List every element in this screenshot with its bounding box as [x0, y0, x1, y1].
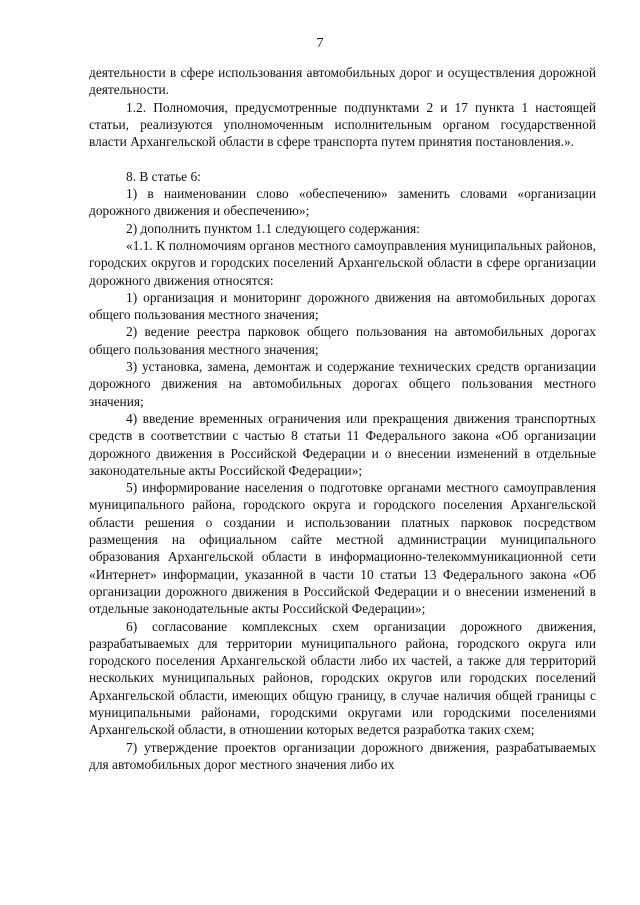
document-body: [89, 64, 596, 773]
paragraph-continuation: деятельности в сфере использования автомобильных дорог и осуществления дорожной деятельности.: [89, 65, 596, 98]
page-number: 7: [316, 36, 324, 51]
paragraph-subitem-6: 6) согласование комплексных схем организации дорожного движения, разрабатываемых для территории муниципального района, городского округа или городского поселения Архангельской области либо их частей, а также для территорий нескольких муниципальных районов, городских округов или городских поселений Архангельской области, имеющих общую границу, в случае наличия общей границы с муниципальными районами, городскими округами или городскими поселениями Архангельской области, в отношении которых ведется разработка таких схем;: [89, 618, 596, 738]
paragraph-subitem-3: 3) установка, замена, демонтаж и содержание технических средств организации дорожного движения на автомобильных дорогах общего пользования местного значения;: [89, 359, 596, 409]
paragraph-article-6: 8. В статье 6:: [126, 168, 201, 184]
paragraph-subitem-2: 2) ведение реестра парковок общего пользования на автомобильных дорогах общего пользования местного значения;: [89, 324, 596, 357]
paragraph-subitem-5: 5) информирование населения о подготовке органами местного самоуправления муниципального района, городского округа и городского поселения Архангельской области решения о создании и использовании платных парковок посредством размещения на официальном сайте местной администрации муниципального образования Архангельской области в информационно-телекоммуникационной сети «Интернет» информации, указанной в части 10 статьи 13 Федерального закона «Об организации дорожного движения в Российской Федерации и о внесении изменений в отдельные законодательные акты Российской Федерации»;: [89, 480, 596, 617]
paragraph-gap: [89, 150, 596, 167]
paragraph-item-1: 1) в наименовании слово «обеспечению» заменить словами «организации дорожного движения и обеспечению»;: [89, 186, 596, 219]
paragraph-subitem-1: 1) организация и мониторинг дорожного движения на автомобильных дорогах общего пользования местного значения;: [89, 289, 596, 323]
paragraph-subitem-7: 7) утверждение проектов организации дорожного движения, разрабатываемых для автомобильных дорог местного значения либо их: [89, 739, 596, 772]
paragraph-point-1-1: «1.1. К полномочиям органов местного самоуправления муниципальных районов, городских округов и городских поселений Архангельской области в сфере организации дорожного движения относятся:: [89, 237, 596, 288]
paragraph-item-2: 2) дополнить пунктом 1.1 следующего содержания:: [126, 220, 420, 236]
paragraph-subitem-4: 4) введение временных ограничения или прекращения движения транспортных средств в соответствии с частью 8 статьи 11 Федерального закона «Об организации дорожного движения в Российской Федерации и о внесении изменений в отдельные законодательные акты Российской Федерации»;: [89, 410, 596, 478]
paragraph-1-2: 1.2. Полномочия, предусмотренные подпунктами 2 и 17 пункта 1 настоящей статьи, реализуются уполномоченным исполнительным органом государственной власти Архангельской области в сфере транспорта путем принятия постановления.».: [89, 99, 596, 150]
